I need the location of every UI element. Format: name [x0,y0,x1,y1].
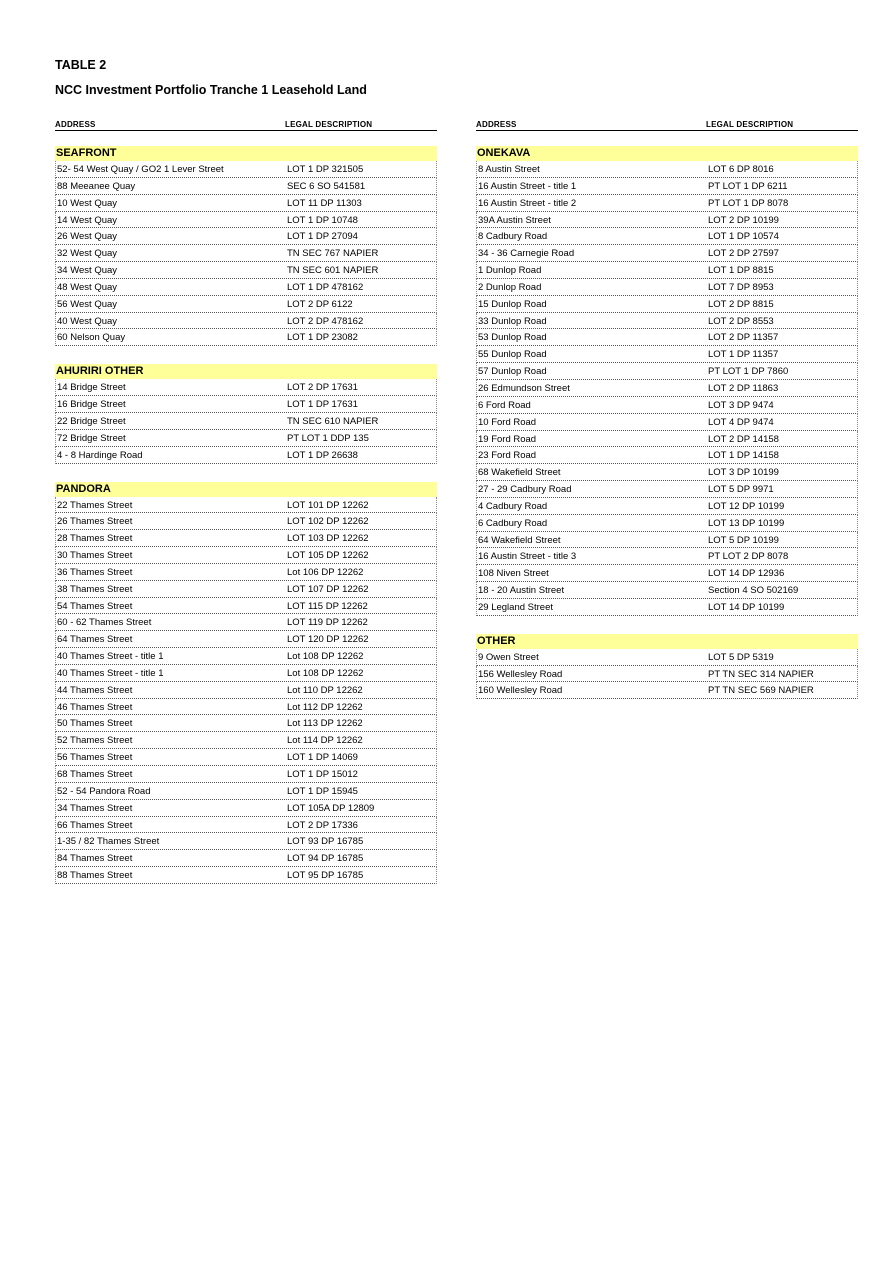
table-row [55,497,437,514]
table-row [476,279,858,296]
table-row [55,212,437,229]
address-cell: 19 Ford Road [478,433,537,445]
table-row [476,262,858,279]
address-cell: 30 Thames Street [57,550,133,562]
table-row [476,565,858,582]
address-cell: 14 Bridge Street [57,382,126,394]
legal-description-cell: LOT 120 DP 12262 [287,634,369,646]
table-row [55,581,437,598]
address-cell: 26 West Quay [57,231,118,243]
legal-description-cell: LOT 5 DP 5319 [708,651,774,663]
address-cell: 10 Ford Road [478,416,537,428]
table-row [55,279,437,296]
address-cell: 52- 54 West Quay / GO2 1 Lever Street [57,164,224,175]
legal-description-cell: LOT 101 DP 12262 [287,499,369,511]
legal-description-cell: LOT 13 DP 10199 [708,517,785,529]
legal-description-cell: LOT 5 DP 10199 [708,534,779,546]
table-row [476,599,858,616]
address-cell: 64 Wakefield Street [478,534,561,546]
legal-description-cell: PT TN SEC 569 NAPIER [708,685,814,697]
address-cell: 29 Legland Street [478,601,554,613]
address-cell: 18 - 20 Austin Street [478,585,565,597]
table-row [55,783,437,800]
table-row [55,547,437,564]
legal-description-cell: Lot 106 DP 12262 [287,566,364,578]
table-row [55,530,437,547]
property-section [476,146,858,616]
table-row [55,867,437,884]
table-row [55,313,437,330]
legal-description-cell: LOT 2 DP 17631 [287,382,358,394]
legal-description-cell: LOT 1 DP 14069 [287,752,358,764]
legal-description-cell: LOT 7 DP 8953 [708,281,774,293]
table-row [55,195,437,212]
legal-description-cell: LOT 11 DP 11303 [287,197,362,209]
legal-description-cell: LOT 3 DP 9474 [708,399,774,411]
document-title: NCC Investment Portfolio Tranche 1 Leasehold Land [55,83,367,97]
address-cell: 16 Austin Street - title 1 [478,180,577,192]
legal-description-column-header: LEGAL DESCRIPTION [285,120,373,129]
table-row [55,447,437,464]
table-row [476,548,858,565]
right-property-column [476,146,858,717]
table-row [476,296,858,313]
address-cell: 36 Thames Street [57,566,133,578]
legal-description-cell: LOT 2 DP 6122 [287,298,353,310]
table-row [55,715,437,732]
legal-description-cell: LOT 5 DP 9971 [708,484,774,496]
legal-description-cell: LOT 1 DP 321505 [287,164,364,175]
table-row [476,582,858,599]
table-row [55,800,437,817]
address-cell: 156 Wellesley Road [478,668,563,680]
table-row [55,598,437,615]
table-row [55,245,437,262]
address-cell: 2 Dunlop Road [478,281,542,293]
table-row [476,515,858,532]
legal-description-cell: LOT 107 DP 12262 [287,583,369,595]
section-heading: SEAFRONT [55,146,437,161]
legal-description-cell: Lot 108 DP 12262 [287,651,364,663]
table-row [476,329,858,346]
column-header-left [55,120,437,131]
legal-description-cell: TN SEC 601 NAPIER [287,265,379,277]
address-cell: 60 - 62 Thames Street [57,617,152,629]
address-cell: 4 Cadbury Road [478,500,548,512]
table-row [476,682,858,699]
legal-description-cell: LOT 105A DP 12809 [287,802,375,814]
legal-description-cell: LOT 2 DP 14158 [708,433,779,445]
legal-description-cell: LOT 1 DP 478162 [287,281,364,293]
legal-description-cell: Section 4 SO 502169 [708,585,799,597]
address-cell: 32 West Quay [57,248,118,260]
table-row [476,431,858,448]
legal-description-cell: PT LOT 1 DP 7860 [708,366,789,378]
legal-description-cell: LOT 1 DP 11357 [708,349,779,361]
address-cell: 160 Wellesley Road [478,685,563,697]
address-cell: 16 Bridge Street [57,399,126,411]
table-row [55,329,437,346]
legal-description-cell: LOT 1 DP 14158 [708,450,779,462]
legal-description-cell: LOT 93 DP 16785 [287,836,364,848]
address-cell: 8 Austin Street [478,164,540,175]
address-cell: 56 West Quay [57,298,118,310]
table-row [55,262,437,279]
section-heading: AHURIRI OTHER [55,364,437,379]
section-heading: PANDORA [55,482,437,497]
table-row [55,833,437,850]
address-cell: 39A Austin Street [478,214,551,226]
table-row [55,648,437,665]
table-row [476,464,858,481]
legal-description-cell: Lot 112 DP 12262 [287,701,363,713]
address-cell: 38 Thames Street [57,583,133,595]
address-cell: 34 West Quay [57,265,118,277]
legal-description-cell: PT LOT 2 DP 8078 [708,551,789,563]
table-row [55,296,437,313]
address-cell: 44 Thames Street [57,684,133,696]
table-row [55,665,437,682]
table-row [476,397,858,414]
address-cell: 52 Thames Street [57,735,133,747]
address-cell: 27 - 29 Cadbury Road [478,484,572,496]
legal-description-cell: LOT 12 DP 10199 [708,500,785,512]
left-property-column [55,146,437,902]
address-cell: 46 Thames Street [57,701,133,713]
legal-description-cell: LOT 103 DP 12262 [287,533,369,545]
address-cell: 6 Ford Road [478,399,531,411]
legal-description-cell: LOT 105 DP 12262 [287,550,369,562]
address-cell: 53 Dunlop Road [478,332,547,344]
legal-description-cell: TN SEC 767 NAPIER [287,248,379,260]
table-row [476,380,858,397]
address-cell: 26 Thames Street [57,516,133,528]
address-cell: 1-35 / 82 Thames Street [57,836,160,848]
table-row [55,614,437,631]
table-row [55,178,437,195]
legal-description-cell: LOT 1 DP 15012 [287,769,358,780]
address-cell: 40 West Quay [57,315,118,327]
table-row [476,481,858,498]
table-row [55,631,437,648]
legal-description-cell: Lot 110 DP 12262 [287,684,363,696]
property-section [55,146,437,346]
table-row [476,363,858,380]
table-row [55,564,437,581]
table-row [55,766,437,783]
address-cell: 56 Thames Street [57,752,133,764]
address-cell: 15 Dunlop Road [478,298,547,310]
address-cell: 28 Thames Street [57,533,133,545]
address-cell: 1 Dunlop Road [478,265,542,277]
table-row [55,161,437,178]
table-row [476,161,858,178]
table-row [476,245,858,262]
legal-description-cell: LOT 115 DP 12262 [287,600,368,612]
address-cell: 84 Thames Street [57,853,133,865]
table-row [55,817,437,834]
address-cell: 64 Thames Street [57,634,133,646]
legal-description-cell: LOT 1 DP 10748 [287,214,358,226]
legal-description-cell: Lot 113 DP 12262 [287,718,363,730]
table-row [55,749,437,766]
address-cell: 34 Thames Street [57,802,133,814]
table-row [476,532,858,549]
table-row [55,379,437,396]
legal-description-cell: LOT 1 DP 8815 [708,265,774,277]
address-cell: 22 Thames Street [57,499,133,511]
legal-description-cell: LOT 14 DP 12936 [708,568,785,580]
address-cell: 16 Austin Street - title 2 [478,197,577,209]
property-section [55,482,437,884]
address-cell: 40 Thames Street - title 1 [57,667,164,679]
address-cell: 108 Niven Street [478,568,549,580]
address-cell: 54 Thames Street [57,600,133,612]
address-cell: 6 Cadbury Road [478,517,548,529]
legal-description-cell: LOT 2 DP 8553 [708,315,774,327]
address-cell: 55 Dunlop Road [478,349,547,361]
table-row [55,682,437,699]
legal-description-cell: LOT 94 DP 16785 [287,853,364,865]
table-row [476,313,858,330]
table-row [55,396,437,413]
column-header-right [476,120,858,131]
legal-description-cell: LOT 1 DP 17631 [287,399,358,411]
address-cell: 10 West Quay [57,197,118,209]
table-row [55,413,437,430]
legal-description-cell: LOT 2 DP 11863 [708,382,779,394]
property-section [476,634,858,700]
legal-description-cell: PT TN SEC 314 NAPIER [708,668,814,680]
legal-description-cell: Lot 114 DP 12262 [287,735,363,747]
legal-description-cell: LOT 2 DP 27597 [708,248,779,260]
table-row [476,414,858,431]
table-row [55,732,437,749]
legal-description-cell: LOT 2 DP 10199 [708,214,779,226]
table-row [476,212,858,229]
table-row [476,228,858,245]
table-row [476,346,858,363]
address-cell: 23 Ford Road [478,450,537,462]
legal-description-cell: LOT 102 DP 12262 [287,516,369,528]
table-row [55,850,437,867]
legal-description-cell: LOT 1 DP 26638 [287,449,358,461]
legal-description-cell: LOT 4 DP 9474 [708,416,774,428]
legal-description-cell: LOT 2 DP 478162 [287,315,364,327]
address-cell: 88 Thames Street [57,870,133,882]
address-cell: 22 Bridge Street [57,415,126,427]
legal-description-cell: LOT 95 DP 16785 [287,870,364,882]
address-cell: 66 Thames Street [57,819,133,831]
address-cell: 68 Thames Street [57,769,133,780]
address-cell: 88 Meeanee Quay [57,180,136,192]
legal-description-cell: LOT 119 DP 12262 [287,617,368,629]
section-heading: OTHER [476,634,858,649]
legal-description-cell: LOT 1 DP 27094 [287,231,358,243]
address-cell: 14 West Quay [57,214,118,226]
legal-description-cell: LOT 2 DP 17336 [287,819,358,831]
legal-description-cell: LOT 1 DP 10574 [708,231,779,243]
table-row [476,649,858,666]
address-cell: 4 - 8 Hardinge Road [57,449,143,461]
legal-description-cell: LOT 1 DP 15945 [287,785,358,797]
section-heading: ONEKAVA [476,146,858,161]
legal-description-cell: TN SEC 610 NAPIER [287,415,379,427]
address-cell: 33 Dunlop Road [478,315,547,327]
address-cell: 72 Bridge Street [57,432,126,444]
legal-description-cell: SEC 6 SO 541581 [287,180,366,192]
address-cell: 48 West Quay [57,281,118,293]
table-row [55,228,437,245]
address-cell: 52 - 54 Pandora Road [57,785,151,797]
table-number: TABLE 2 [55,58,107,72]
legal-description-cell: LOT 14 DP 10199 [708,601,785,613]
legal-description-cell: PT LOT 1 DP 6211 [708,180,788,192]
table-row [55,513,437,530]
address-cell: 16 Austin Street - title 3 [478,551,577,563]
legal-description-cell: LOT 2 DP 11357 [708,332,779,344]
legal-description-cell: PT LOT 1 DDP 135 [287,432,369,444]
table-row [476,195,858,212]
legal-description-cell: Lot 108 DP 12262 [287,667,364,679]
address-cell: 40 Thames Street - title 1 [57,651,164,663]
table-row [476,498,858,515]
legal-description-cell: LOT 2 DP 8815 [708,298,774,310]
legal-description-column-header: LEGAL DESCRIPTION [706,120,794,129]
property-section [55,364,437,463]
legal-description-cell: LOT 3 DP 10199 [708,467,779,479]
address-cell: 9 Owen Street [478,651,539,663]
address-cell: 57 Dunlop Road [478,366,547,378]
legal-description-cell: PT LOT 1 DP 8078 [708,197,789,209]
address-cell: 68 Wakefield Street [478,467,561,479]
address-cell: 26 Edmundson Street [478,382,570,394]
address-cell: 8 Cadbury Road [478,231,548,243]
legal-description-cell: LOT 6 DP 8016 [708,164,774,175]
address-cell: 34 - 36 Carnegie Road [478,248,575,260]
table-row [476,666,858,683]
table-row [476,178,858,195]
address-cell: 60 Nelson Quay [57,332,126,344]
table-row [476,447,858,464]
table-row [55,699,437,716]
address-cell: 50 Thames Street [57,718,133,730]
address-column-header: ADDRESS [476,120,517,129]
address-column-header: ADDRESS [55,120,96,129]
legal-description-cell: LOT 1 DP 23082 [287,332,358,344]
table-row [55,430,437,447]
